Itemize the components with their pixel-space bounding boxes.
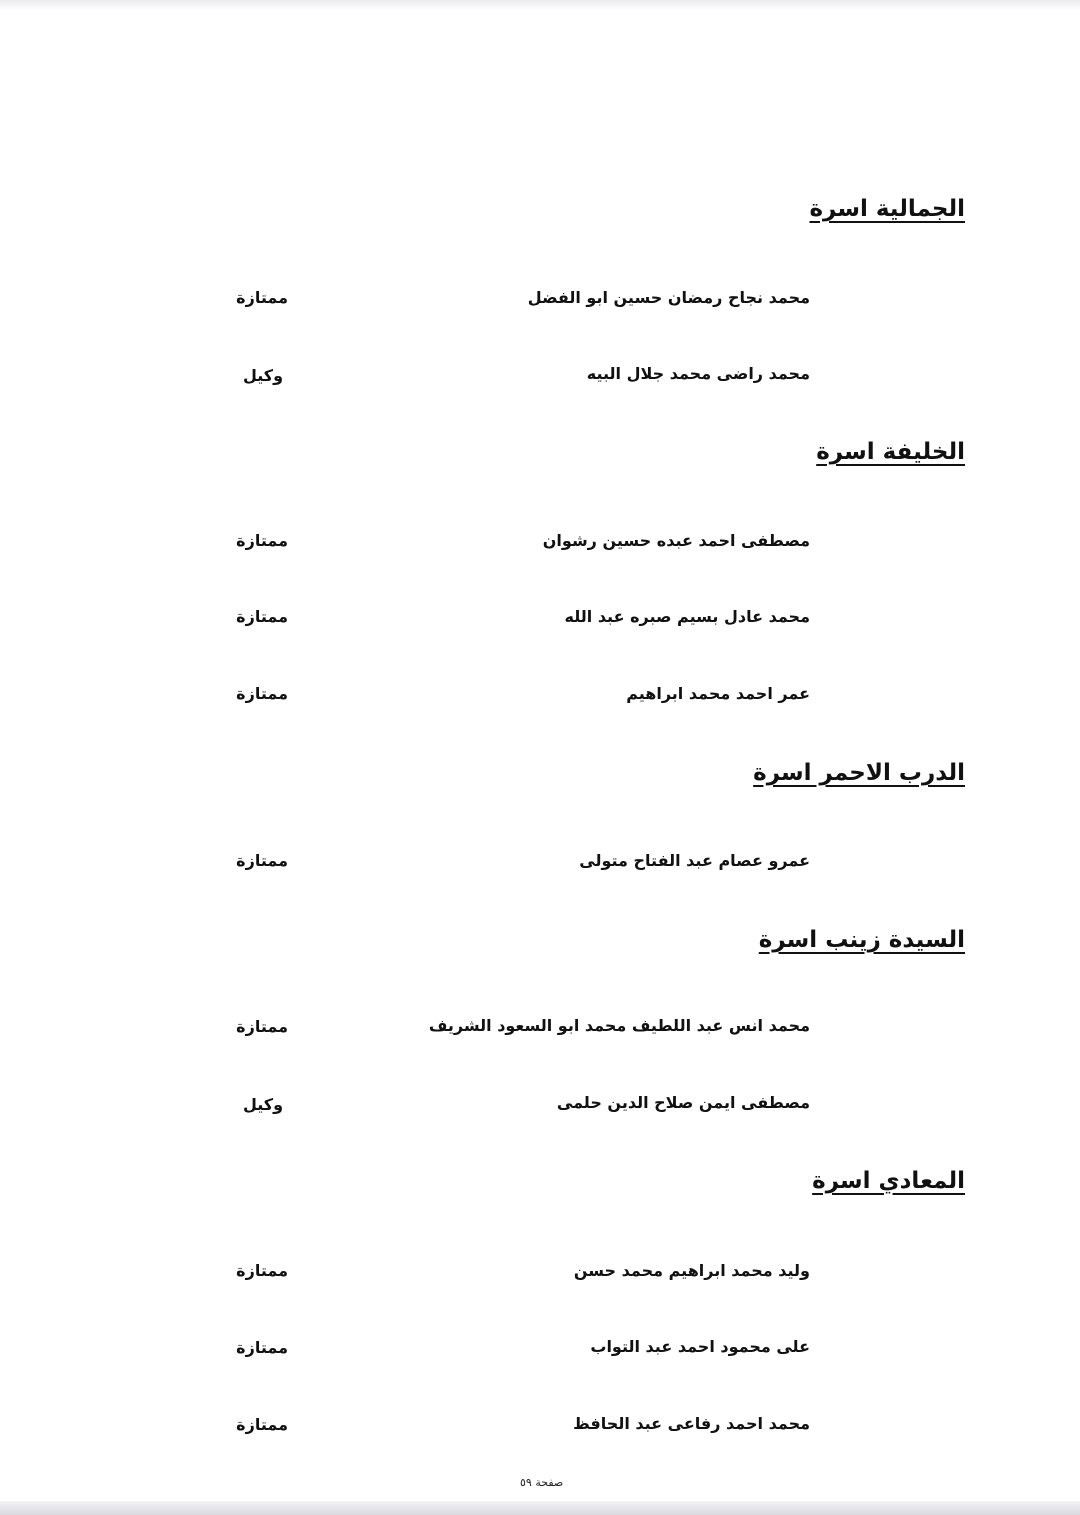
member-grade: ممتازة bbox=[236, 607, 288, 626]
member-name: محمد انس عبد اللطيف محمد ابو السعود الشريف bbox=[428, 1016, 810, 1035]
member-grade: ممتازة bbox=[236, 531, 288, 550]
member-grade: ممتازة bbox=[236, 288, 288, 307]
member-name: محمد نجاح رمضان حسين ابو الفضل bbox=[527, 288, 810, 307]
member-grade: ممتازة bbox=[236, 1338, 288, 1357]
member-grade: ممتازة bbox=[236, 851, 288, 870]
section-heading: الدرب الاحمر اسرة bbox=[753, 760, 965, 786]
member-name: وليد محمد ابراهيم محمد حسن bbox=[573, 1261, 810, 1280]
member-grade: ممتازة bbox=[236, 1017, 288, 1036]
member-grade: ممتازة bbox=[236, 1261, 288, 1280]
member-name: محمد احمد رفاعى عبد الحافظ bbox=[573, 1414, 810, 1433]
member-name: محمد راضى محمد جلال البيه bbox=[586, 364, 810, 383]
page-number: صفحة ٥٩ bbox=[520, 1476, 564, 1489]
member-name: مصطفى ايمن صلاح الدين حلمى bbox=[556, 1093, 810, 1112]
member-grade: ممتازة bbox=[236, 684, 288, 703]
member-grade: ممتازة bbox=[236, 1415, 288, 1434]
section-heading: الجمالية اسرة bbox=[809, 196, 965, 222]
section-heading: المعادي اسرة bbox=[812, 1168, 965, 1194]
member-name: مصطفى احمد عبده حسين رشوان bbox=[542, 531, 810, 550]
member-grade: وكيل bbox=[242, 1095, 284, 1114]
scan-edge-bottom bbox=[0, 1501, 1080, 1515]
member-name: عمر احمد محمد ابراهيم bbox=[626, 684, 810, 703]
member-name: عمرو عصام عبد الفتاح متولى bbox=[579, 851, 810, 870]
scan-edge-top bbox=[0, 0, 1080, 10]
member-name: على محمود احمد عبد التواب bbox=[590, 1337, 810, 1356]
member-name: محمد عادل بسيم صبره عبد الله bbox=[564, 607, 810, 626]
member-grade: وكيل bbox=[242, 366, 284, 385]
section-heading: الخليفة اسرة bbox=[816, 439, 965, 465]
section-heading: السيدة زينب اسرة bbox=[758, 927, 965, 953]
